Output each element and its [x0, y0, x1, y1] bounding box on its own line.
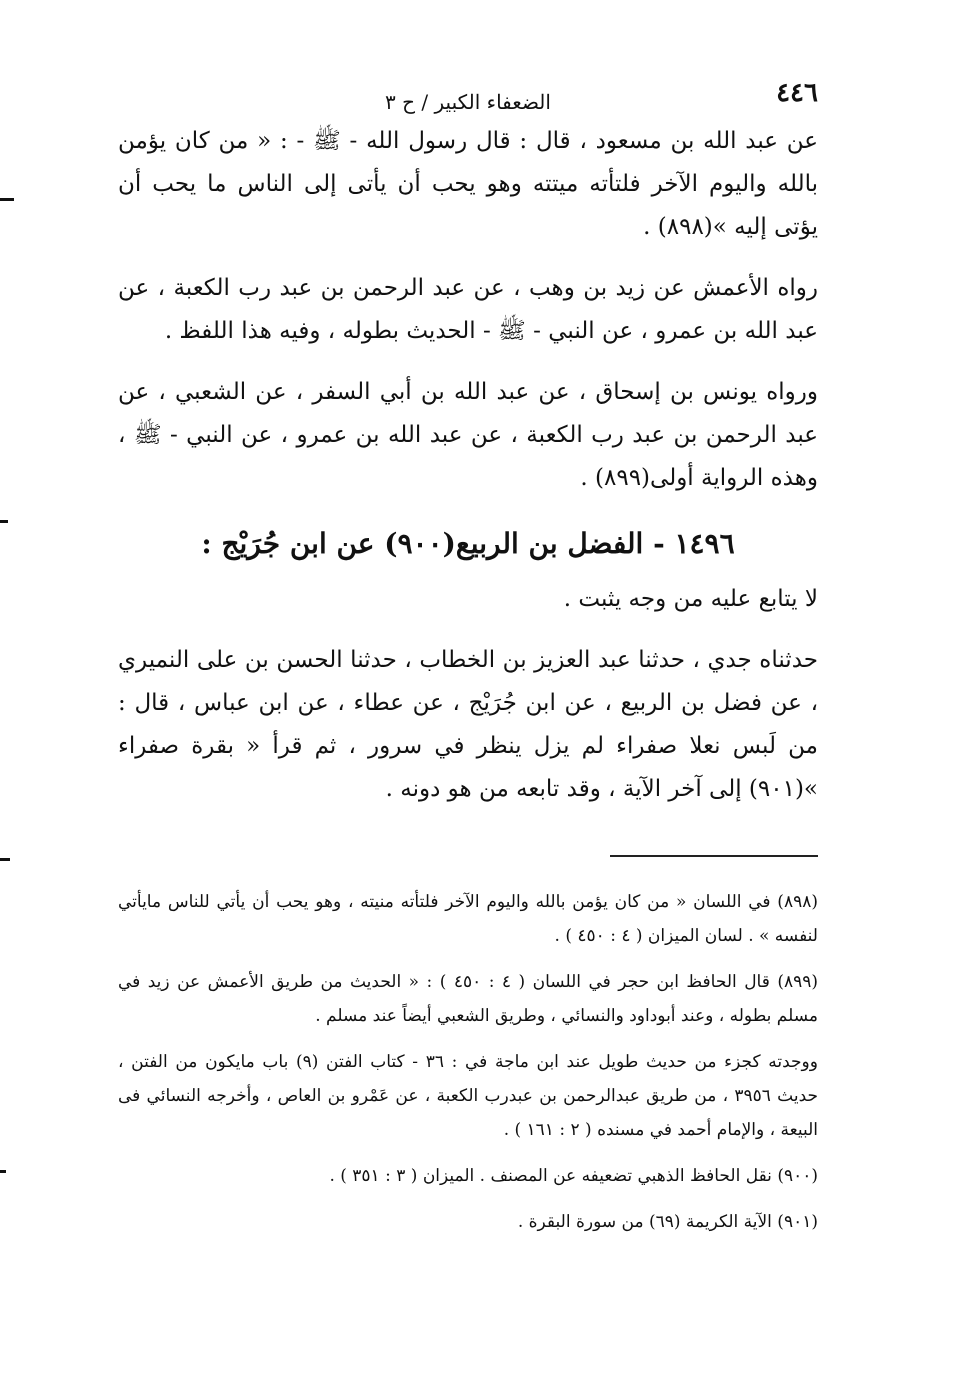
- entry-heading: ١٤٩٦ - الفضل بن الربيع(٩٠٠) عن ابن جُرَيْج :: [201, 527, 735, 560]
- margin-mark: [0, 858, 10, 861]
- paragraph-isnad-2: ورواه يونس بن إسحاق ، عن عبد الله بن أبي السفر ، عن الشعبي ، عن عبد الرحمن بن عبد رب الكعبة ، عن عبد الله بن عمرو ، عن النبي - ﷺ ، وهذه الرواية أولى(٨٩٩) .: [118, 379, 818, 491]
- paragraph-narration: حدثناه جدي ، حدثنا عبد العزيز بن الخطاب ، حدثنا الحسن بن على النميري ، عن فضل بن الربيع ، عن ابن جُرَيْج ، عن عطاء ، عن ابن عباس ، قال : من لَبس نعلا صفراء لم يزل ينظر في سرور ، ثم قرأ « بقرة صفراء »(٩٠١) إلى آخر الآية ، وقد تابعه من هو دونه .: [118, 647, 818, 802]
- running-title: الضعفاء الكبير / ح ٣: [385, 90, 551, 114]
- page-number: ٤٤٦: [776, 78, 818, 108]
- footnote-899-continued: ووجدته كجزء من حديث طويل عند ابن ماجة في : ٣٦ - كتاب الفتن (٩) باب مايكون من الفتن ، حديث ٣٩٥٦ ، من طريق عبدالرحمن بن عبدرب الكعبة ، عن عَمْرو بن العاص ، وأخرجه النسائي فى البيعة ، والإمام أحمد في مسنده ( ٢ : ١٦١ ) .: [118, 1052, 818, 1140]
- paragraph-isnad-1: رواه الأعمش عن زيد بن وهب ، عن عبد الرحمن بن عبد رب الكعبة ، عن عبد الله بن عمرو ، عن النبي - ﷺ - الحديث بطوله ، وفيه هذا اللفظ .: [118, 275, 818, 344]
- footnote-900: (٩٠٠) نقل الحافظ الذهبي تضعيفه عن المصنف . الميزان ( ٣ : ٣٥١ ) .: [329, 1166, 818, 1186]
- footnote-898: (٨٩٨) في اللسان « من كان يؤمن بالله واليوم الآخر فلتأته منيته ، وهو يحب أن يأتي للناس مايأتي لنفسه » . لسان الميزان ( ٤ : ٤٥٠ ) .: [118, 892, 818, 946]
- footnote-901: (٩٠١) الآية الكريمة (٦٩) من سورة البقرة .: [517, 1212, 818, 1232]
- paragraph-hadith: عن عبد الله بن مسعود ، قال : قال رسول الله - ﷺ - : « من كان يؤمن بالله واليوم الآخر فلتأته ميتته وهو يحب أن يأتى إلى الناس ما يحب أن يؤتى إليه »(٨٩٨) .: [118, 128, 818, 240]
- margin-mark: [0, 198, 14, 201]
- margin-mark: [0, 1170, 6, 1173]
- margin-mark: [0, 520, 8, 523]
- book-page: [118, 78, 818, 1251]
- paragraph-verdict: لا يتابع عليه من وجه يثبت .: [563, 586, 818, 612]
- footnote-separator: [610, 855, 818, 857]
- page-header: [118, 78, 818, 120]
- footnote-899: (٨٩٩) قال الحافظ ابن حجر في اللسان ( ٤ : ٤٥٠ ) : « الحديث من طريق الأعمش عن زيد في مسلم بطوله ، وعند أبوداود والنسائي ، وطريق الشعبي أيضاً عند مسلم .: [118, 972, 819, 1026]
